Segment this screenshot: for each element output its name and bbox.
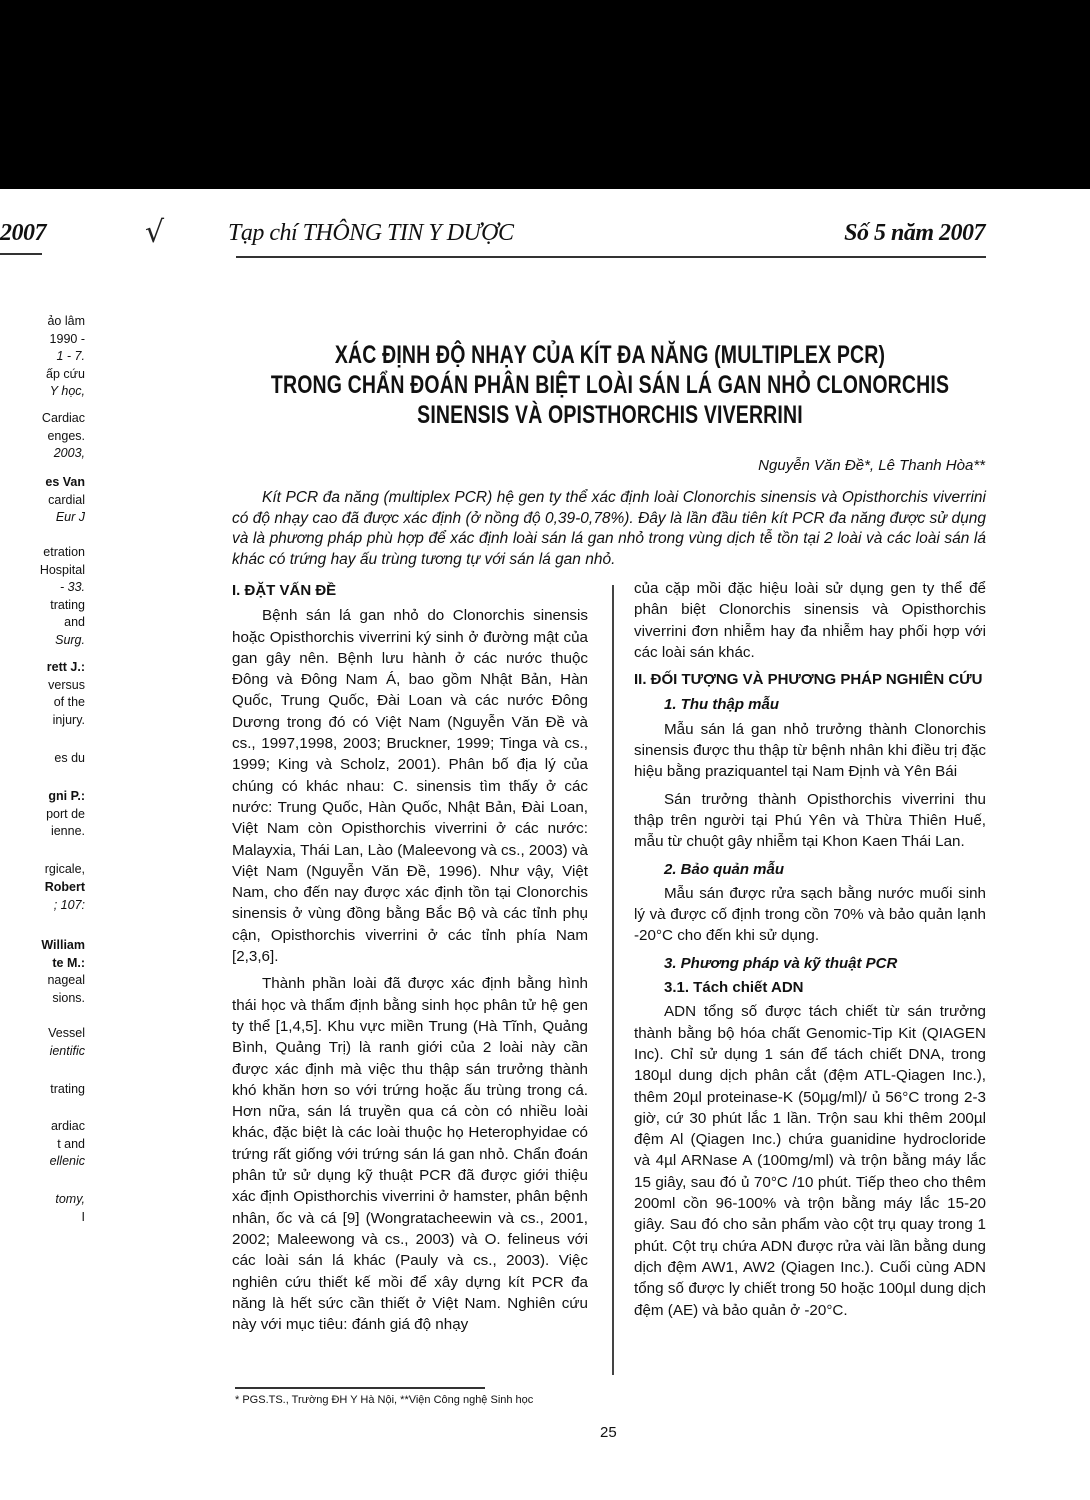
fragment-line: trating [50,597,85,612]
fragment-line: ientific [49,1043,85,1058]
fragment-line: tomy, [55,1192,85,1206]
subsection-heading: 3. Phương pháp và kỹ thuật PCR [664,954,898,972]
paragraph: của cặp mồi đặc hiệu loài sử dụng gen ty thể để phân biệt Clonorchis sinensis và Opisthorchis viverrini đơn nhiễm hay đa nhiễm hay phối hợp với các loài sán khác. [634,580,986,661]
check-mark-icon: √ [145,215,165,250]
fragment-line: 2003, [53,446,85,460]
fragment-group [46,788,85,841]
fragment-line: Cardiac [41,411,85,425]
paragraph: Mẫu sán lá gan nhỏ trưởng thành Clonorchis sinensis được thu thập từ bệnh nhân khi điều trị đặc hiệu bằng praziquantel tại Nam Định và Yên Bái [634,720,986,781]
fragment-line: 1 - 7. [56,349,85,363]
fragment-line: gni P.: [48,789,85,803]
fragment-line: I [81,1209,85,1224]
subsection-heading: 1. Thu thập mẫu [664,696,780,714]
fragment-line: - 33. [59,580,85,594]
fragment-line: ảo lâm [47,314,85,328]
fragment-line: ellenic [49,1154,85,1168]
section-heading: II. ĐỐI TƯỢNG VÀ PHƯƠNG PHÁP NGHIÊN CỨU [634,671,983,689]
fragment-group [54,750,85,768]
header-rule [236,256,986,258]
fragment-line: Hospital [39,562,85,577]
fragment-line: sions. [52,990,85,1005]
fragment-line: es Van [45,475,85,489]
previous-page-rule [0,253,42,255]
fragment-line: ; 107: [53,897,85,912]
fragment-group [45,474,85,527]
authors: Nguyễn Văn Đề*, Lê Thanh Hòa** [758,457,985,474]
fragment-line: Eur J [55,510,85,524]
fragment-line: and [64,615,85,629]
fragment-line: rgicale, [44,862,85,876]
fragment-line: of the [53,695,85,709]
title-line: SINENSIS VÀ OPISTHORCHIS VIVERRINI [417,401,803,429]
paragraph: Mẫu sán được rửa sạch bằng nước muối sinh lý và được cố định trong cồn 70% và bảo quản lạnh -20°C cho đến khi sử dụng. [634,884,986,945]
fragment-line: etration [43,545,85,559]
fragment-line: injury. [52,712,85,727]
fragment-line: William [41,938,85,952]
fragment-line: Y học, [49,384,85,398]
footnote: * PGS.TS., Trường ĐH Y Hà Nội, **Viện Công nghệ Sinh học [235,1394,534,1406]
section-heading: I. ĐẶT VẤN ĐỀ [232,582,337,599]
fragment-line: ardiac [50,1119,85,1133]
fragment-group [41,937,85,1007]
column-divider [612,585,614,1375]
fragment-line: 1990 - [49,331,85,346]
journal-title: Tạp chí THÔNG TIN Y DƯỢC [228,220,514,246]
title-line: TRONG CHẨN ĐOÁN PHÂN BIỆT LOÀI SÁN LÁ GAN NHỎ CLONORCHIS [270,371,950,399]
fragment-line: port de [46,806,85,821]
fragment-group [45,861,85,879]
paragraph: Sán trưởng thành Opisthorchis viverrini thu thập trên người tại Phú Yên và Thừa Thiên Huế, mẫu từ chuột gây nhiễm tại Khon Kaen Thái Lan. [634,790,986,851]
footnote-rule [235,1387,485,1389]
right-column [634,578,986,1327]
fragment-line: t and [57,1136,85,1151]
fragment-group [42,410,85,463]
fragment-line: Surg. [55,632,85,647]
paragraph: Thành phần loài đã được xác định bằng hình thái học và thẩm định bằng sinh học phân tử hệ gen ty thể [1,4,5]. Khu vực miền Trung (Hà Tĩnh, Quảng Bình, Quảng Trị) là ranh giới của 2 loài này cần được xác định mà việc thu thập sán trưởng thành khó khăn hơn so với trứng hoặc ấu trùng trong cá. Hơn nữa, sán lá truyền qua cá còn có nhiều loài khác, đặc biệt là các loài thuộc họ Heterophyidae có trứng rất giống với trứng sán lá gan nhỏ. Chẩn đoán phân tử sử dụng kỹ thuật PCR đã được giới thiệu xác định Opisthorchis viverrini ở hamster, phân bệnh nhân, ốc và cá [9] (Wongratacheewin và cs., 2001, 2002; Maleewong và cs., 2003) và O. felineus với các loài sán lá khác (Pauly và cs., 2003). Việc nghiên cứu thiết kế mồi để xây dựng kít PCR đa năng là hết sức cần thiết ở Việt Nam. Nghiên cứu này với mục tiêu: đánh giá độ nhạy [232,975,588,1334]
paragraph: ADN tổng số được tách chiết từ sán trưởng thành bằng bộ hóa chất Genomic-Tip Kit (QIAGEN Inc). Chỉ sử dụng 1 sán để tách chiết DNA, trong 180µl dung dịch phân cắt (đệm ATL-Qiagen Inc.), thêm 20µl proteinase-K (50µg/ml)/ ủ 56°C trong 2-3 giờ, cứ 30 phút lắc 1 lần. Trộn sau khi thêm 200µl đệm Al (Qiagen Inc.) chứa guanidine hydrocloride và 4µl ARNase A (100mg/ml) và trộn bằng máy lắc 15 giây, sau đó ủ 70°C /10 phút. Tiếp theo cho thêm 200ml cồn 96-100% và trộn bằng máy lắc 15-20 giây. Sau đó cho sản phẩm vào cột trụ quay trong 1 phút. Cột trụ chứa ADN được rửa vài lần bằng dung dịch đệm AW1, AW2 (Qiagen Inc.). Cuối cùng ADN tổng số được ly chiết trong 50 hoặc 100µl dung dịch đệm (AE) và bảo quản ở -20°C. [634,1003,986,1319]
title-line: XÁC ĐỊNH ĐỘ NHẠY CỦA KÍT ĐA NĂNG (MULTIPLEX PCR) [334,341,886,369]
paragraph: Bệnh sán lá gan nhỏ do Clonorchis sinensis hoặc Opisthorchis viverrini ký sinh ở đường mật của gan gây nên. Bệnh lưu hành ở các nước thuộc Đông và Đông Nam Á, bao gồm Nhật Bản, Hàn Quốc, Trung Quốc, Đài Loan và các nước Đông Dương trong đó có Việt Nam (Nguyễn Văn Đề và cs., 1997,1998, 2003; Bruckner, 1999; Tinga và cs., 1999; King và Scholz, 2001). Phân bố địa lý của chúng có khác nhau: C. sinensis tìm thấy ở các nước: Trung Quốc, Hàn Quốc, Nhật Bản, Đài Loan, Việt Nam còn Opisthorchis viverrini ở các nước: Malayxia, Thái Lan, Lào (Maleevong và cs., 2003) và Việt Nam (Nguyễn Văn Đề, 1996). Như vậy, Việt Nam, cho đến nay được xác định tồn tại Clonorchis sinensis ở vùng đồng bằng Bắc Bộ và các tỉnh phụ cận, Opisthorchis viverrini ở các tỉnh phía Nam [2,3,6]. [232,607,588,966]
scan-black-band [0,0,1090,189]
fragment-group [45,879,85,914]
fragment-line: es du [54,751,85,765]
subsection-heading: 2. Bảo quản mẫu [664,860,785,878]
fragment-line: nageal [47,973,85,987]
previous-page-year: 2007 [0,220,46,246]
fragment-line: versus [48,677,85,692]
abstract: Kít PCR đa năng (multiplex PCR) hệ gen ty thể xác định loài Clonorchis sinensis và Opisthorchis viverrini có độ nhạy cao đã được xác định (ở nồng độ 0,39-0,78%). Đây là lần đầu tiên kít PCR đa năng được sử dụng và là phương pháp phù hợp để xác định loài sán lá gan nhỏ trong vùng dịch tễ tồn tại 2 loài và các loài sán lá khác có trứng hay ấu trùng tương tự với sán lá gan nhỏ. [232,489,986,568]
article-title [236,340,985,430]
fragment-line: rett J.: [46,660,85,674]
fragment-line: cardial [48,492,85,507]
fragment-line: ienne. [50,824,85,838]
issue-label: Số 5 năm 2007 [844,220,985,246]
fragment-group [50,1081,85,1099]
page-number: 25 [600,1424,617,1441]
fragment-line: enges. [47,428,85,443]
fragment-group [55,1191,85,1226]
fragment-line: Vessel [48,1026,85,1040]
fragment-group [46,313,85,401]
fragment-line: trating [50,1082,85,1096]
fragment-line: te M.: [52,955,85,970]
fragment-group [47,659,85,729]
left-column [232,580,588,1341]
fragment-line: Robert [44,880,85,894]
fragment-line: ấp cứu [46,366,85,381]
fragment-group [48,1025,85,1060]
subsection-heading: 3.1. Tách chiết ADN [664,979,804,997]
fragment-group [50,1118,85,1171]
fragment-group [40,544,85,649]
